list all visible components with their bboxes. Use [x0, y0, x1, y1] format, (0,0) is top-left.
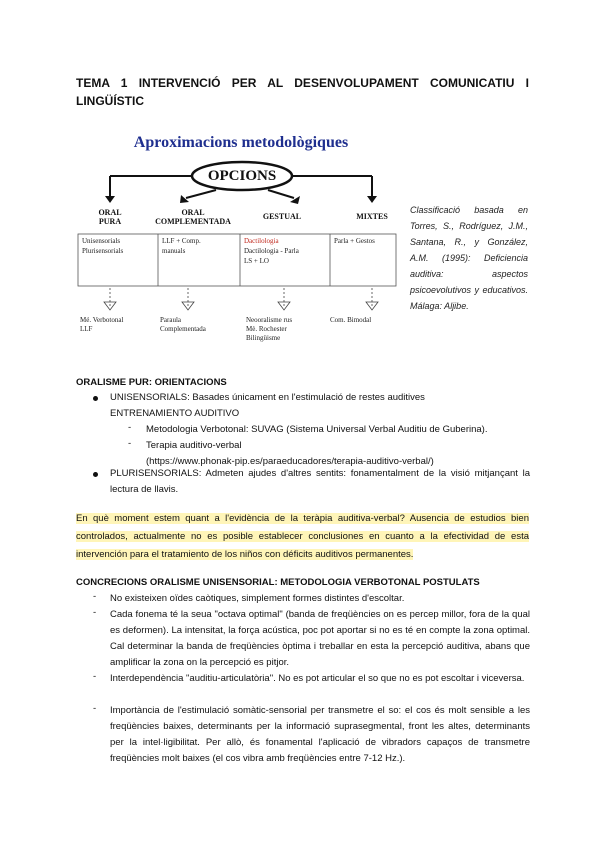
category-label: PURA — [98, 217, 122, 226]
dash-marker: - — [128, 438, 132, 449]
bullet-text: UNISENSORIALS: Basades únicament en l'estimulació de restes auditives — [110, 392, 425, 403]
methods-diagram — [76, 130, 406, 362]
concrecions-heading: CONCRECIONS ORALISME UNISENSORIAL: METODOLOGIA VERBOTONAL POSTULATS — [76, 577, 480, 588]
title-line-1: TEMA 1 INTERVENCIÓ PER AL DESENVOLUPAMENT COMUNICATIU I — [76, 76, 529, 90]
list-item: No existeixen oïdes caòtiques, simplement formes distintes d'escoltar. — [110, 593, 405, 604]
dash-marker: - — [93, 703, 97, 714]
box-line: LLF + Comp. — [162, 237, 201, 245]
box-oral-complementada — [162, 236, 238, 256]
bullet-dot — [93, 472, 98, 477]
category-oral-complementada — [148, 208, 238, 226]
output-oral-complementada — [160, 316, 230, 334]
sub-text[interactable]: (https://www.phonak-pip.es/paraeducadores/terapia-auditivo-verbal/) — [146, 456, 434, 467]
output-line: Complementada — [160, 325, 206, 333]
diagram-root-node: OPCIONS — [207, 168, 277, 184]
category-mixtes — [342, 212, 402, 221]
output-mixtes — [330, 316, 402, 325]
dash-marker: - — [93, 671, 97, 682]
output-line: Paraula — [160, 316, 181, 324]
dash-marker: - — [128, 422, 132, 433]
sub-text: Terapia auditivo-verbal — [146, 440, 242, 451]
output-line: Com. Bimodal — [330, 316, 372, 324]
output-line: Neooralisme rus — [246, 316, 293, 324]
highlighted-paragraph — [76, 510, 529, 564]
category-label: ORAL — [98, 208, 122, 217]
sub-verbotonal: Metodologia Verbotonal: SUVAG (Sistema Universal Verbal Auditiu de Guberina). — [146, 424, 488, 435]
category-label: MIXTES — [356, 212, 388, 221]
category-label: ORAL — [181, 208, 205, 217]
box-mixtes — [334, 236, 394, 246]
bullet-unisensorials — [110, 390, 530, 422]
highlight-text: En què moment estem quant a l'evidència de la teràpia auditiva-verbal? Ausencia de estudios bien controlados, actualmente no es posible establecer conclusiones en cuanto a la efectividad de esta intervención para el tratamiento de los niños con déficits auditivos permanentes. — [76, 513, 529, 560]
category-gestual — [252, 212, 312, 221]
box-line: LS + LO — [244, 257, 269, 265]
dash-marker: - — [93, 607, 97, 618]
box-line: Unisensorials — [82, 237, 121, 245]
output-oral-pura — [80, 316, 150, 334]
category-label: COMPLEMENTADA — [155, 217, 231, 226]
output-gestual — [246, 316, 326, 343]
output-line: Mé. Verbotonal — [80, 316, 124, 324]
list-item: Importància de l'estimulació somàtic-sensorial per transmetre el so: el cos és molt sensible a les freqüències baixes, determinants per la informació suprasegmental, front les altes, determinants per la intel·ligibilitat. Per allò, és fonamental l'aplicació de vibradors capaços de transmetre freqüències molt baixes (el cos vibra amb freqüències entre 7-12 Hz.). — [110, 705, 530, 764]
box-line: manuals — [162, 247, 186, 255]
output-line: Bilingüisme — [246, 334, 281, 342]
box-line: Plurisensorials — [82, 247, 124, 255]
box-line: Dactilologia - Parla — [244, 247, 299, 255]
diagram-heading: Aproximacions metodològiques — [133, 134, 349, 151]
dash-marker: - — [93, 591, 97, 602]
box-gestual — [244, 236, 328, 266]
category-label: GESTUAL — [262, 212, 302, 221]
title-line-2: LINGÜÍSTIC — [76, 94, 144, 108]
bullet-dot — [93, 396, 98, 401]
box-line: Dactilologia — [244, 237, 279, 245]
output-line: LLF — [80, 325, 93, 333]
box-oral-pura — [82, 236, 156, 256]
bullet-text: ENTRENAMIENTO AUDITIVO — [110, 408, 240, 419]
output-line: Mè. Rochester — [246, 325, 287, 333]
list-item: Interdependència "auditiu-articulatòria". No es pot articular el so que no es pot escoltar i viceversa. — [110, 673, 525, 684]
bullet-plurisensorials: PLURISENSORIALS: Admeten ajudes d'altres sentits: fonamentalment de la visió mitjançant la lectura de llavis. — [110, 468, 530, 495]
citation: Classificació basada en Torres, S., Rodríguez, J.M., Santana, R., y González, A.M. (1995): Deficiencia auditiva: aspectos psicoevolutivos y educativos. Málaga: Aljibe. — [410, 205, 528, 311]
category-oral-pura — [80, 208, 140, 226]
oralisme-heading: ORALISME PUR: ORIENTACIONS — [76, 377, 227, 388]
list-item: Cada fonema té la seua "octava optimal" (banda de freqüències on es percep millor, fora de la qual es deformen). La intensitat, la força acústica, poc pot aportar si no es té en compte la zona optimal. Cal determinar la banda de freqüències òptima i treballar en esta la percepció auditiva, abans que amplificar la zona on la percepció es pitjor. — [110, 609, 530, 668]
page-title — [76, 74, 529, 110]
box-line: Parla + Gestos — [334, 237, 375, 245]
